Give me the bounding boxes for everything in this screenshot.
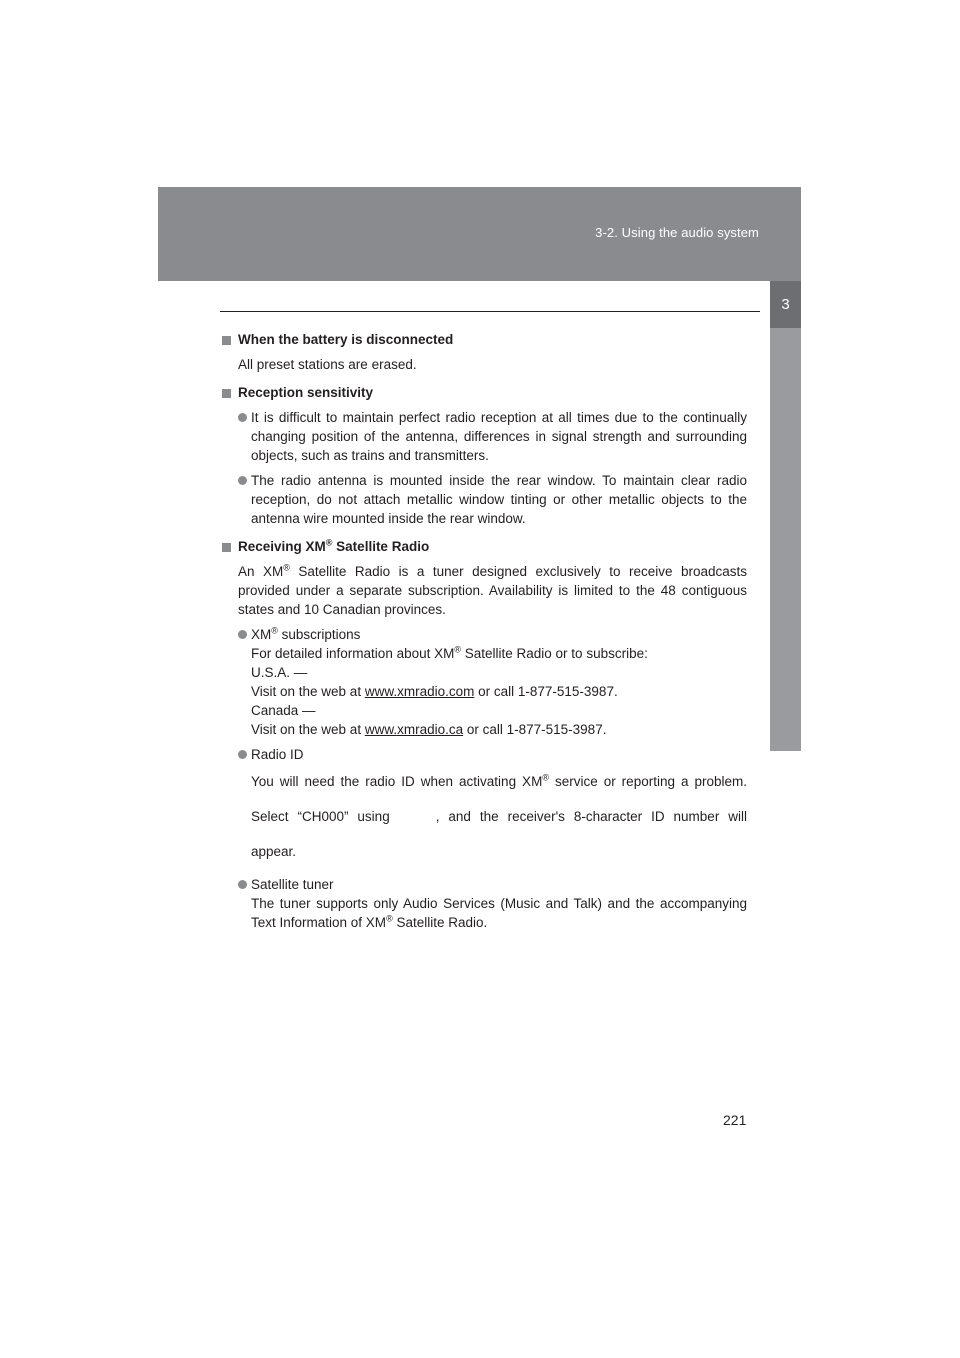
section-title: 3-2. Using the audio system [595,225,759,240]
battery-text: All preset stations are erased. [238,357,417,372]
round-bullet-icon [238,630,247,639]
xmradio-ca-link[interactable]: www.xmradio.ca [364,722,464,737]
page-number: 221 [723,1112,747,1128]
xm-intro [238,562,747,619]
square-bullet-icon [222,389,231,398]
reception-bullet-1 [238,408,747,465]
chapter-number: 3 [770,281,801,328]
bullet-title: XM [251,627,272,642]
bullet-text: Visit on the web at [251,684,365,699]
registered-mark: ® [454,644,461,655]
chapter-label: Interior features [761,913,776,1005]
registered-mark: ® [283,562,290,573]
heading-text: Receiving XM [238,539,326,554]
round-bullet-icon [238,413,247,422]
bullet-text: or call 1-877-515-3987. [463,722,607,737]
canada-label: Canada — [251,703,316,718]
registered-mark: ® [542,772,549,783]
round-bullet-icon [238,476,247,485]
usa-label: U.S.A. — [251,665,308,680]
registered-mark: ® [325,537,333,548]
xmradio-com-link[interactable]: www.xmradio.com [364,684,475,699]
bullet-text: It is difficult to maintain perfect radio reception at all times due to the continually changing position of the antenna, differences in signal strength and surrounding objects, such as trains and transmitters. [251,410,747,463]
radio-id-bullet [238,745,747,869]
intro-text: Satellite Radio is a tuner designed exclusively to receive broadcasts provided under a separate subscription. Availability is limited to the 48 contiguous states and 10 Canadian provinces. [238,564,747,617]
heading-text: Satellite Radio [332,539,430,554]
square-bullet-icon [222,543,231,552]
bullet-text: Satellite Radio. [392,915,488,930]
heading-reception [222,383,747,402]
bullet-title: Satellite tuner [251,877,334,892]
divider-rule [220,311,760,312]
satellite-tuner-bullet [238,875,747,932]
registered-mark: ® [271,625,278,636]
chapter-side-tab [761,281,801,1005]
bullet-text: , and the receiver's 8-character ID number will appear. [251,809,748,859]
registered-mark: ® [386,913,393,924]
heading-text: Reception sensitivity [238,385,374,400]
square-bullet-icon [222,336,231,345]
bullet-text: For detailed information about XM [251,646,455,661]
page-content [222,330,747,932]
bullet-text: The tuner supports only Audio Services (Music and Talk) and the accompanying Text Information of XM [251,896,747,930]
bullet-text: The radio antenna is mounted inside the rear window. To maintain clear radio reception, do not attach metallic window tinting or other metallic objects to the antenna wire mounted inside the rear window. [251,473,747,526]
round-bullet-icon [238,880,247,889]
heading-text: When the battery is disconnected [238,332,454,347]
section-header-band [158,187,801,281]
bullet-text: You will need the radio ID when activating XM [251,774,543,789]
heading-xm [222,537,747,556]
bullet-title: subscriptions [277,627,361,642]
intro-text: An XM [238,564,284,579]
xm-subscriptions-bullet [238,625,747,739]
bullet-text: or call 1-877-515-3987. [474,684,618,699]
bullet-text: Visit on the web at [251,722,365,737]
bullet-text: service or reporting a problem. Select “CH000” using [251,774,747,824]
bullet-text: Satellite Radio or to subscribe: [461,646,648,661]
reception-bullet-2 [238,471,747,528]
round-bullet-icon [238,750,247,759]
bullet-title: Radio ID [251,747,304,762]
heading-battery [222,330,747,349]
